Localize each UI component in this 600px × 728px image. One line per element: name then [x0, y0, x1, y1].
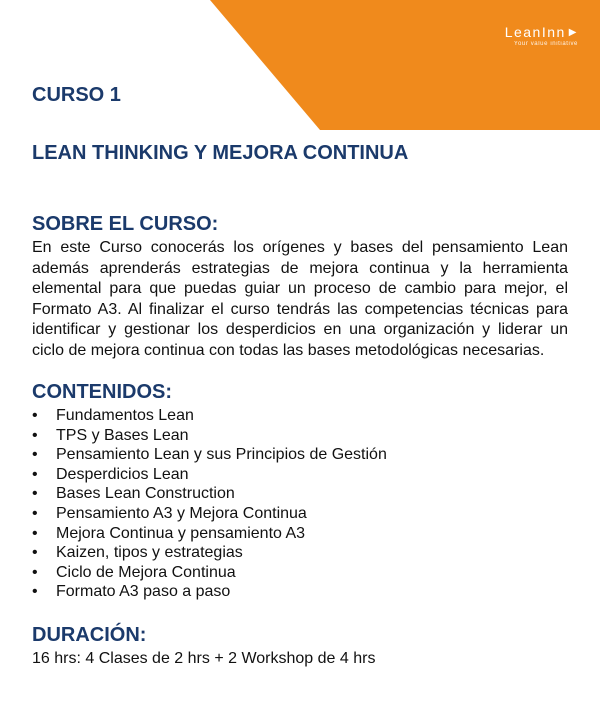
about-text: En este Curso conocerás los orígenes y bases del pensamiento Lean además aprenderás estrategias de mejora continua y la herramienta elemental para que puedas guiar un proceso de cambio para mejor, el Formato A3. Al finalizar el curso tendrás las competencias técnicas para identificar y gestionar los desperdicios en una organización y liderar un ciclo de mejora continua con todas las bases metodológicas necesarias. [32, 239, 568, 359]
contents-heading: CONTENIDOS: [32, 381, 172, 403]
duration-text: 16 hrs: 4 Clases de 2 hrs + 2 Workshop de 4 hrs [32, 649, 376, 667]
list-item: • Fundamentos Lean [32, 406, 568, 426]
list-item: • Mejora Continua y pensamiento A3 [32, 524, 568, 544]
about-heading: SOBRE EL CURSO: [32, 213, 219, 235]
list-item: • Bases Lean Construction [32, 484, 568, 504]
list-item: • Kaizen, tipos y estrategias [32, 543, 568, 563]
contents-list [32, 406, 568, 602]
logo-tagline: Your value initiative [513, 41, 578, 47]
list-item: • Formato A3 paso a paso [32, 582, 568, 602]
course-number: CURSO 1 [32, 84, 121, 106]
list-item: • TPS y Bases Lean [32, 426, 568, 446]
list-item: • Ciclo de Mejora Continua [32, 563, 568, 583]
course-title: LEAN THINKING Y MEJORA CONTINUA [32, 142, 409, 164]
list-item: • Pensamiento Lean y sus Principios de Gestión [32, 445, 568, 465]
play-arrow-icon: ▶ [568, 26, 578, 38]
list-item: • Desperdicios Lean [32, 465, 568, 485]
logo-wordmark: LeanInn [504, 24, 566, 40]
duration-heading: DURACIÓN: [32, 623, 147, 646]
course-sheet [32, 84, 568, 668]
list-item: • Pensamiento A3 y Mejora Continua [32, 504, 568, 524]
leaninn-logo [505, 24, 578, 47]
